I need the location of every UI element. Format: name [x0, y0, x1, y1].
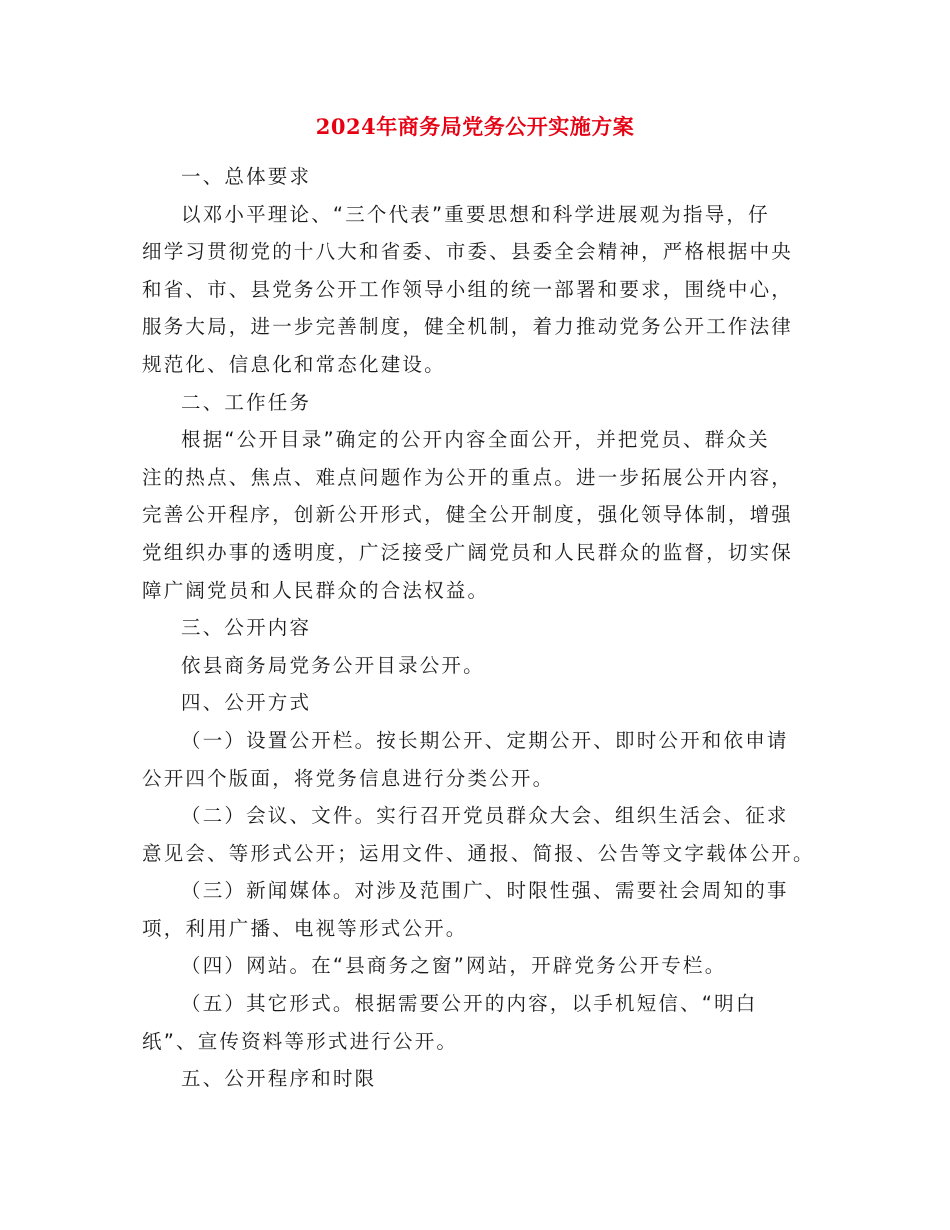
text-line: 纸”、宣传资料等形式进行公开。 — [142, 1029, 459, 1053]
text-line: 五、公开程序和时限 — [181, 1067, 377, 1091]
text-line: （一）设置公开栏。按长期公开、定期公开、即时公开和依申请 — [181, 728, 789, 752]
text-line: 根据“公开目录”确定的公开内容全面公开，并把党员、群众关 — [181, 428, 770, 452]
text-line: 一、总体要求 — [181, 165, 312, 188]
text-line: 意见会、等形式公开；运用文件、通报、简报、公告等文字载体公开。 — [142, 841, 815, 865]
text-line: 党组织办事的透明度，广泛接受广阔党员和人民群众的监督，切实保 — [142, 540, 794, 564]
text-line: 注的热点、焦点、难点问题作为公开的重点。进一步拓展公开内容， — [142, 465, 794, 489]
text-line: 服务大局，进一步完善制度，健全机制，着力推动党务公开工作法律 — [142, 315, 794, 339]
section-heading — [142, 1060, 810, 1098]
body-paragraph — [142, 196, 810, 384]
section-heading — [142, 684, 810, 722]
text-line: （三）新闻媒体。对涉及范围广、时限性强、需要社会周知的事 — [181, 879, 789, 903]
text-line: 项，利用广播、电视等形式公开。 — [142, 916, 468, 940]
text-line: 依县商务局党务公开目录公开。 — [181, 653, 485, 677]
section-heading — [142, 609, 810, 647]
text-line: 细学习贯彻党的十八大和省委、市委、县委全会精神，严格根据中央 — [142, 240, 794, 264]
text-line: 二、工作任务 — [181, 390, 312, 414]
text-line: （五）其它形式。根据需要公开的内容，以手机短信、“明白 — [181, 992, 758, 1016]
text-line: 障广阔党员和人民群众的合法权益。 — [142, 578, 490, 602]
body-paragraph — [142, 647, 810, 685]
document-body — [142, 158, 815, 1098]
text-line: 完善公开程序，创新公开形式，健全公开制度，强化领导体制，增强 — [142, 503, 794, 527]
text-line: 四、公开方式 — [181, 691, 312, 715]
body-paragraph — [142, 947, 810, 985]
text-line: 公开四个版面，将党务信息进行分类公开。 — [142, 766, 555, 790]
text-line: （二）会议、文件。实行召开党员群众大会、组织生活会、征求 — [181, 804, 789, 828]
body-paragraph — [142, 722, 810, 797]
body-paragraph — [142, 421, 810, 609]
body-paragraph — [142, 797, 815, 872]
body-paragraph — [142, 872, 810, 947]
section-heading — [142, 384, 810, 422]
text-line: 三、公开内容 — [181, 616, 312, 640]
document-title: 2024年商务局党务公开实施方案 — [315, 114, 635, 139]
section-heading — [142, 158, 810, 196]
text-line: 和省、市、县党务公开工作领导小组的统一部署和要求，围绕中心， — [142, 277, 794, 301]
body-paragraph — [142, 985, 810, 1060]
text-line: （四）网站。在“县商务之窗”网站，开辟党务公开专栏。 — [181, 954, 727, 978]
text-line: 规范化、信息化和常态化建设。 — [142, 352, 446, 376]
text-line: 以邓小平理论、“三个代表”重要思想和科学进展观为指导，仔 — [181, 202, 770, 226]
